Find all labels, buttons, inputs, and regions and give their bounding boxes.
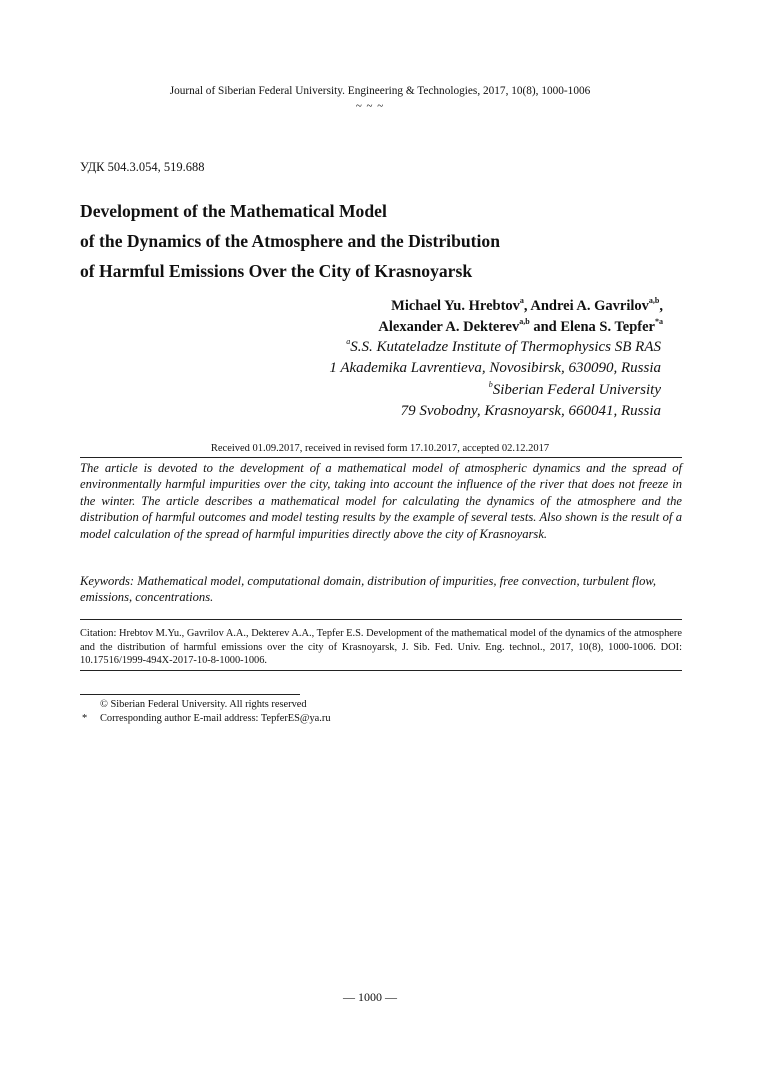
author-conjunction: and [533,319,557,335]
author-affil-sup: a,b [519,317,530,327]
divider [80,619,682,620]
affiliations [329,337,661,422]
affiliation-sup: b [488,379,493,389]
received-dates: Received 01.09.2017, received in revised form 17.10.2017, accepted 02.12.2017 [210,443,550,454]
corresponding-author-footnote: Corresponding author E-mail address: TepferES@ya.ru [100,713,331,724]
author-name: Alexander A. Dekterev [378,319,520,335]
author-affil-sup: a [519,296,524,306]
udk-code: УДК 504.3.054, 519.688 [80,160,205,174]
author-name: Michael Yu. Hrebtov [391,298,520,314]
journal-header: Journal of Siberian Federal University. Engineering & Technologies, 2017, 10(8), 1000-1006 [169,85,591,97]
author-list [378,296,663,338]
affiliation-a-address: 1 Akademika Lavrentieva, Novosibirsk, 630090, Russia [329,360,661,377]
affiliation-sup: a [346,337,351,346]
divider [80,457,682,458]
footnote-mark: * [82,713,88,724]
affiliation-text: S.S. Kutateladze Institute of Thermophysics SB RAS [350,339,661,355]
title-line-2: of the Dynamics of the Atmosphere and the Distribution [80,231,500,251]
keywords: Keywords: Mathematical model, computational domain, distribution of impurities, free convection, turbulent flow, emissions, concentrations. [80,574,656,605]
author-line-2 [378,317,663,338]
title-line-3: of Harmful Emissions Over the City of Krasnoyarsk [80,261,473,281]
author-affil-sup: *a [655,317,663,327]
affiliation-b-address: 79 Svobodny, Krasnoyarsk, 660041, Russia [400,402,661,419]
divider [80,670,682,671]
paper-title [80,196,680,286]
citation: Citation: Hrebtov M.Yu., Gavrilov A.A., Dekterev A.A., Tepfer E.S. Development of the mathematical model of the dynamics of the atmosphere and the distribution of harmful emissions over the city of Krasnoyarsk, J. Sib. Fed. Univ. Eng. technol., 2017, 10(8), 1000-1006. DOI: 10.17516/1999-494X-2017-10-8-1000-1006. [80,628,682,666]
author-affil-sup: a,b [648,296,660,306]
affiliation-text: Siberian Federal University [492,381,661,398]
copyright-footnote: © Siberian Federal University. All rights reserved [100,699,307,710]
affiliation-b-name [329,380,661,401]
page-number: — 1000 — [343,990,397,1004]
author-name: Andrei A. Gavrilov [530,298,649,314]
abstract: The article is devoted to the development of a mathematical model of atmospheric dynamics and the spread of environmentally harmful impurities over the city, taking into account the influence of the river that does not freeze in the winter. The article describes a mathematical model for calculating the dynamics of the atmosphere and the distribution of harmful outcomes and model testing results by the example of several tests. Also shown is the result of a model calculation of the spread of harmful impurities directly above the city of Krasnoyarsk. [80,461,682,541]
footnote-divider [80,694,300,695]
affiliation-a-name [329,337,661,358]
author-name: Elena S. Tepfer [560,319,655,335]
header-separator: ~ ~ ~ [355,100,385,112]
author-line-1: Michael Yu. Hrebtov$^a$, Andrei A. Gavrilov$^{a,b}$, [391,296,663,314]
title-line-1: Development of the Mathematical Model [80,201,387,221]
